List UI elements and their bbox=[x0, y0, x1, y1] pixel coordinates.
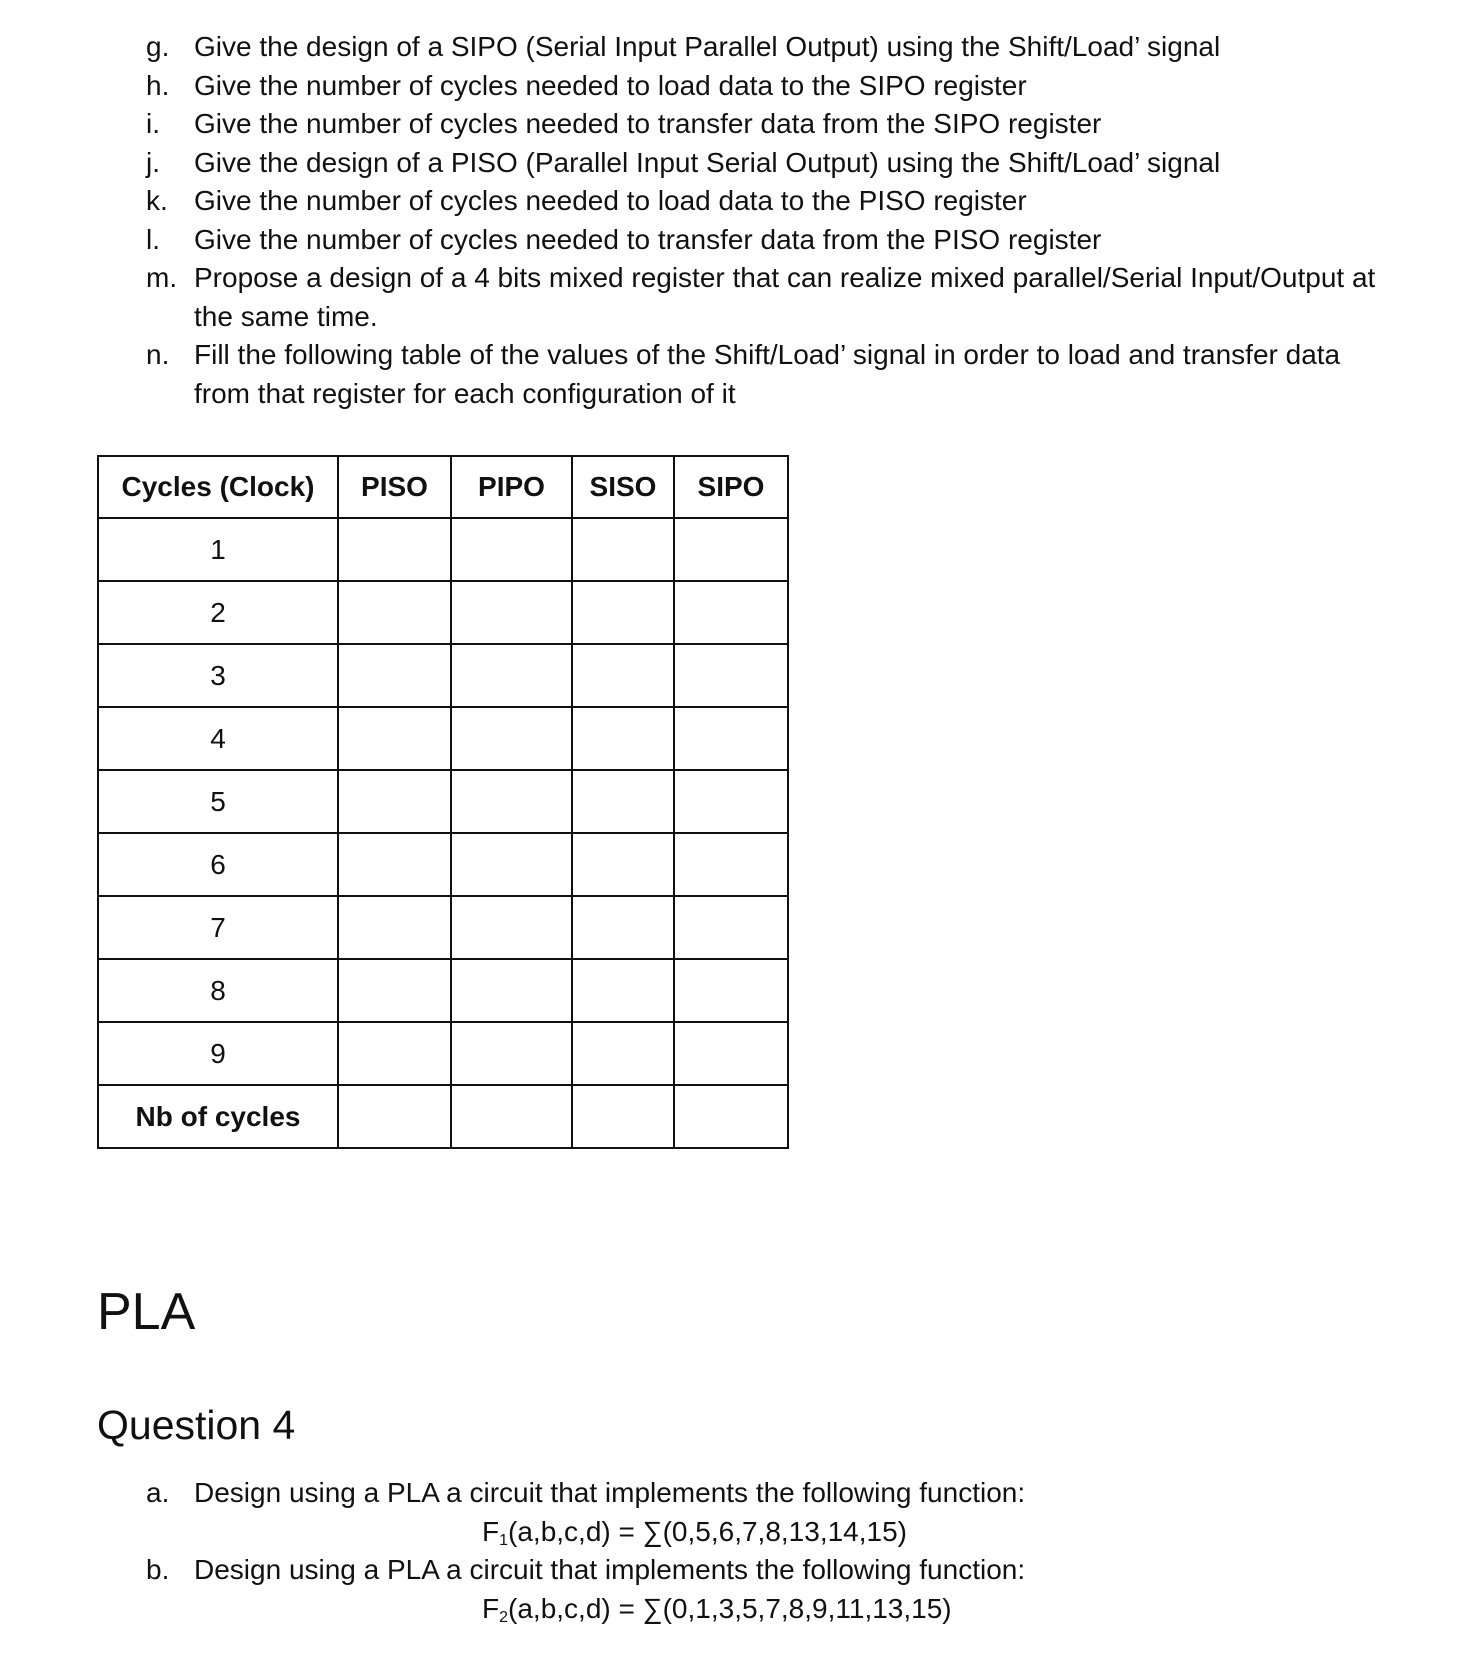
table-row bbox=[98, 833, 788, 896]
header-pipo: PIPO bbox=[451, 456, 572, 518]
table-cell[interactable] bbox=[674, 707, 788, 770]
question-text: Give the design of a PISO (Parallel Input Serial Output) using the Shift/Load’ signal bbox=[194, 146, 1221, 178]
function-subscript: 1 bbox=[499, 1531, 509, 1549]
function-f1 bbox=[146, 1513, 1376, 1552]
question-marker: i. bbox=[146, 108, 160, 139]
table-row bbox=[98, 1022, 788, 1085]
table-cell[interactable] bbox=[674, 1022, 788, 1085]
table-cell[interactable] bbox=[338, 833, 451, 896]
question-h bbox=[146, 67, 1376, 106]
table-cell[interactable] bbox=[338, 1022, 451, 1085]
table-cell[interactable] bbox=[338, 707, 451, 770]
cycle-number: 5 bbox=[98, 770, 338, 833]
table-cell[interactable] bbox=[451, 833, 572, 896]
question-marker: b. bbox=[146, 1554, 170, 1585]
cycle-number: 6 bbox=[98, 833, 338, 896]
nb-of-cycles-label: Nb of cycles bbox=[98, 1085, 338, 1148]
table-cell[interactable] bbox=[338, 770, 451, 833]
question-marker: n. bbox=[146, 339, 170, 370]
table-cell[interactable] bbox=[572, 518, 674, 581]
table-cell[interactable] bbox=[572, 581, 674, 644]
question-text: Design using a PLA a circuit that implements the following function: bbox=[194, 1477, 1026, 1508]
table-cell[interactable] bbox=[451, 644, 572, 707]
table-cell[interactable] bbox=[451, 1085, 572, 1148]
cycle-number: 9 bbox=[98, 1022, 338, 1085]
table-cell[interactable] bbox=[572, 707, 674, 770]
table-row bbox=[98, 581, 788, 644]
table-row bbox=[98, 644, 788, 707]
cycle-number: 3 bbox=[98, 644, 338, 707]
question-marker: h. bbox=[146, 69, 170, 101]
table-row bbox=[98, 770, 788, 833]
table-row bbox=[98, 707, 788, 770]
question-m bbox=[146, 259, 1376, 336]
question-k bbox=[146, 182, 1376, 221]
table-header-row bbox=[98, 456, 788, 518]
table-cell[interactable] bbox=[338, 644, 451, 707]
header-siso: SISO bbox=[572, 456, 674, 518]
table-cell[interactable] bbox=[572, 770, 674, 833]
table-cell[interactable] bbox=[674, 518, 788, 581]
function-name: F bbox=[482, 1592, 500, 1624]
function-name: F bbox=[482, 1515, 500, 1547]
function-f2 bbox=[146, 1590, 1376, 1629]
question-text: Give the design of a SIPO (Serial Input Parallel Output) using the Shift/Load’ signal bbox=[194, 31, 1221, 62]
table-cell[interactable] bbox=[338, 959, 451, 1022]
question-marker: j. bbox=[146, 146, 160, 178]
table-cell[interactable] bbox=[572, 644, 674, 707]
table-cell[interactable] bbox=[674, 644, 788, 707]
header-cycles: Cycles (Clock) bbox=[98, 456, 338, 518]
cycle-number: 8 bbox=[98, 959, 338, 1022]
question-text: Give the number of cycles needed to load data to the PISO register bbox=[194, 185, 1027, 216]
shift-load-table bbox=[97, 455, 789, 1149]
cycle-number: 2 bbox=[98, 581, 338, 644]
function-expression: (a,b,c,d) = ∑(0,5,6,7,8,13,14,15) bbox=[508, 1515, 907, 1547]
question-marker: g. bbox=[146, 31, 170, 62]
header-piso: PISO bbox=[338, 456, 451, 518]
table-cell[interactable] bbox=[674, 581, 788, 644]
table-cell[interactable] bbox=[451, 770, 572, 833]
question-g bbox=[146, 28, 1376, 67]
question-marker: a. bbox=[146, 1477, 170, 1508]
question-marker: k. bbox=[146, 185, 168, 216]
table-cell[interactable] bbox=[674, 770, 788, 833]
header-sipo: SIPO bbox=[674, 456, 788, 518]
table-cell[interactable] bbox=[451, 707, 572, 770]
question-4a bbox=[146, 1474, 1376, 1513]
question-4b bbox=[146, 1551, 1376, 1590]
question-text: Fill the following table of the values of the Shift/Load’ signal in order to load and transfer data from that register for each configuration of it bbox=[194, 339, 1341, 409]
question-text: Design using a PLA a circuit that implements the following function: bbox=[194, 1554, 1026, 1585]
table-cell[interactable] bbox=[338, 1085, 451, 1148]
question-text: Give the number of cycles needed to transfer data from the SIPO register bbox=[194, 108, 1102, 139]
table-cell[interactable] bbox=[451, 896, 572, 959]
table-cell[interactable] bbox=[451, 518, 572, 581]
question-marker: m. bbox=[146, 262, 178, 293]
question-n bbox=[146, 336, 1376, 413]
question-text: Give the number of cycles needed to load data to the SIPO register bbox=[194, 69, 1027, 101]
question-marker: l. bbox=[146, 223, 160, 255]
cycle-number: 1 bbox=[98, 518, 338, 581]
table-cell[interactable] bbox=[572, 896, 674, 959]
question-4-list bbox=[146, 1474, 1376, 1628]
cycle-number: 4 bbox=[98, 707, 338, 770]
table-cell[interactable] bbox=[572, 833, 674, 896]
table-row bbox=[98, 959, 788, 1022]
function-expression: (a,b,c,d) = ∑(0,1,3,5,7,8,9,11,13,15) bbox=[508, 1592, 952, 1624]
question-l bbox=[146, 221, 1376, 260]
table-cell[interactable] bbox=[338, 581, 451, 644]
table-cell[interactable] bbox=[338, 518, 451, 581]
table-cell[interactable] bbox=[451, 959, 572, 1022]
table-cell[interactable] bbox=[338, 896, 451, 959]
table-footer-row bbox=[98, 1085, 788, 1148]
question-text: Give the number of cycles needed to transfer data from the PISO register bbox=[194, 223, 1102, 255]
table-cell[interactable] bbox=[572, 959, 674, 1022]
table-cell[interactable] bbox=[572, 1022, 674, 1085]
question-text: Propose a design of a 4 bits mixed register that can realize mixed parallel/Serial Input/Output at the same time. bbox=[194, 262, 1376, 332]
table-row bbox=[98, 896, 788, 959]
question-i bbox=[146, 105, 1376, 144]
table-cell[interactable] bbox=[451, 1022, 572, 1085]
table-cell[interactable] bbox=[674, 833, 788, 896]
table-cell[interactable] bbox=[674, 896, 788, 959]
table-row bbox=[98, 518, 788, 581]
table-cell[interactable] bbox=[674, 959, 788, 1022]
function-subscript: 2 bbox=[499, 1608, 509, 1626]
table-cell[interactable] bbox=[451, 581, 572, 644]
question-4-title: Question 4 bbox=[97, 1402, 296, 1448]
question-j bbox=[146, 144, 1376, 183]
question-list bbox=[146, 28, 1376, 413]
section-title-pla: PLA bbox=[97, 1283, 196, 1341]
cycle-number: 7 bbox=[98, 896, 338, 959]
table-cell[interactable] bbox=[572, 1085, 674, 1148]
table-cell[interactable] bbox=[674, 1085, 788, 1148]
